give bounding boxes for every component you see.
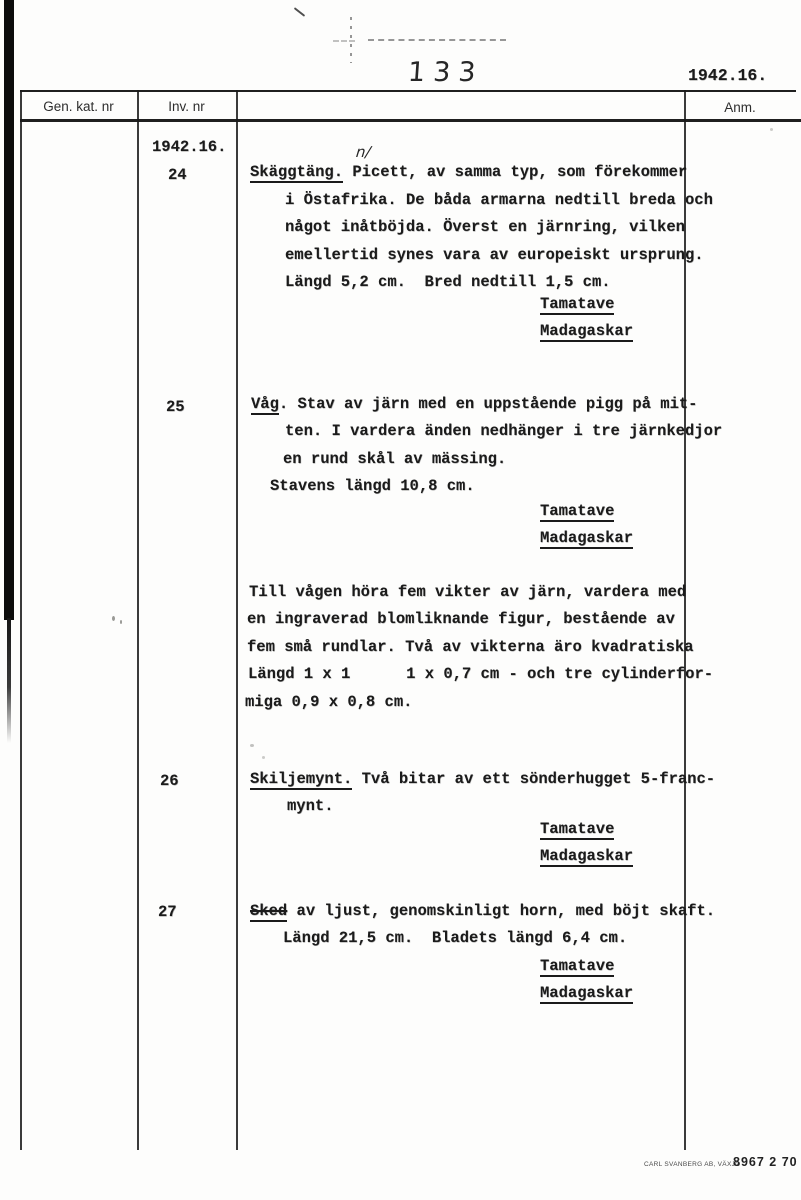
scan-speck <box>770 128 773 131</box>
entry-27-title: Sked <box>250 902 288 920</box>
entry-26-place: Tamatave <box>540 820 615 838</box>
entry-26-title: Skiljemynt. <box>250 770 353 788</box>
entry-26-line-1 <box>250 770 715 788</box>
column-header-gen-kat-nr: Gen. kat. nr <box>43 99 114 114</box>
handwritten-insert: n/ <box>355 143 372 161</box>
weights-note-line-5: miga 0,9 x 0,8 cm. <box>245 693 413 711</box>
entry-25-line-1-rest: . Stav av järn med en uppstående pigg på mit- <box>278 395 698 413</box>
entry-26-line-2: mynt. <box>287 797 334 815</box>
entry-27-place: Tamatave <box>540 957 615 975</box>
inv-nr-27: 27 <box>158 903 177 921</box>
column-divider-1 <box>137 90 139 1150</box>
entry-24-line-3: något inåtböjda. Överst en järnring, vilken <box>285 218 685 236</box>
page-number: 133 <box>406 57 485 88</box>
entry-26-line-1-rest: Två bitar av ett sönderhugget 5-franc- <box>352 770 716 788</box>
column-header-anm: Anm. <box>724 100 756 115</box>
scan-speck <box>262 756 265 759</box>
entry-25-title: Våg <box>251 395 279 413</box>
weights-note-line-2: en ingraverad blomliknande figur, bestående av <box>247 610 675 628</box>
entry-25-line-3: en rund skål av mässing. <box>283 450 507 468</box>
scan-binding-bar <box>4 0 14 620</box>
printer-imprint: CARL SVANBERG AB, VÄXJÖ <box>644 1161 741 1168</box>
inv-nr-25: 25 <box>166 398 185 416</box>
entry-27-line-2: Längd 21,5 cm. Bladets längd 6,4 cm. <box>283 929 628 947</box>
scan-dotted-mark <box>350 17 352 63</box>
entry-24-line-2: i Östafrika. De båda armarna nedtill breda och <box>285 191 713 209</box>
scan-speck <box>250 744 254 747</box>
scan-speck <box>112 616 115 621</box>
scan-speck <box>120 620 122 624</box>
pen-tick-mark <box>294 7 305 17</box>
year-reference: 1942.16. <box>688 66 768 85</box>
entry-25-country: Madagaskar <box>540 529 634 547</box>
weights-note-line-3: fem små rundlar. Två av vikterna äro kvadratiska <box>247 638 694 656</box>
entry-27-country: Madagaskar <box>540 984 634 1002</box>
entry-27-line-1 <box>250 902 715 920</box>
entry-25-place: Tamatave <box>540 502 615 520</box>
entry-24-country: Madagaskar <box>540 322 634 340</box>
table-left-border <box>20 90 22 1150</box>
weights-note-line-1: Till vågen höra fem vikter av järn, vardera med <box>249 583 687 601</box>
entry-25-line-2: ten. I vardera änden nedhänger i tre järnkedjor <box>285 422 723 440</box>
entry-24-line-4: emellertid synes vara av europeiskt ursprung. <box>285 246 704 264</box>
column-divider-2 <box>236 90 238 1150</box>
entry-25-line-1 <box>251 395 697 413</box>
entry-26-country: Madagaskar <box>540 847 634 865</box>
weights-note-line-4: Längd 1 x 1 1 x 0,7 cm - och tre cylinderfor- <box>248 665 714 683</box>
inventory-group-label: 1942.16. <box>152 138 227 156</box>
entry-24-title: Skäggtäng. <box>250 163 344 181</box>
entry-24-line-5: Längd 5,2 cm. Bred nedtill 1,5 cm. <box>285 273 611 291</box>
scan-binding-bar-fade <box>7 618 11 743</box>
form-code: 8967 2 70 <box>733 1155 798 1169</box>
entry-24-line-1 <box>250 163 687 181</box>
inv-nr-24: 24 <box>168 166 187 184</box>
column-header-inv-nr: Inv. nr <box>168 99 205 114</box>
entry-24-place: Tamatave <box>540 295 615 313</box>
inv-nr-26: 26 <box>160 772 179 790</box>
entry-27-line-1-rest: av ljust, genomskinligt horn, med böjt skaft. <box>287 902 716 920</box>
entry-24-line-1-rest: Picett, av samma typ, som förekommer <box>343 163 688 181</box>
entry-25-line-4: Stavens längd 10,8 cm. <box>270 477 475 495</box>
scan-dash-mark <box>368 39 506 41</box>
